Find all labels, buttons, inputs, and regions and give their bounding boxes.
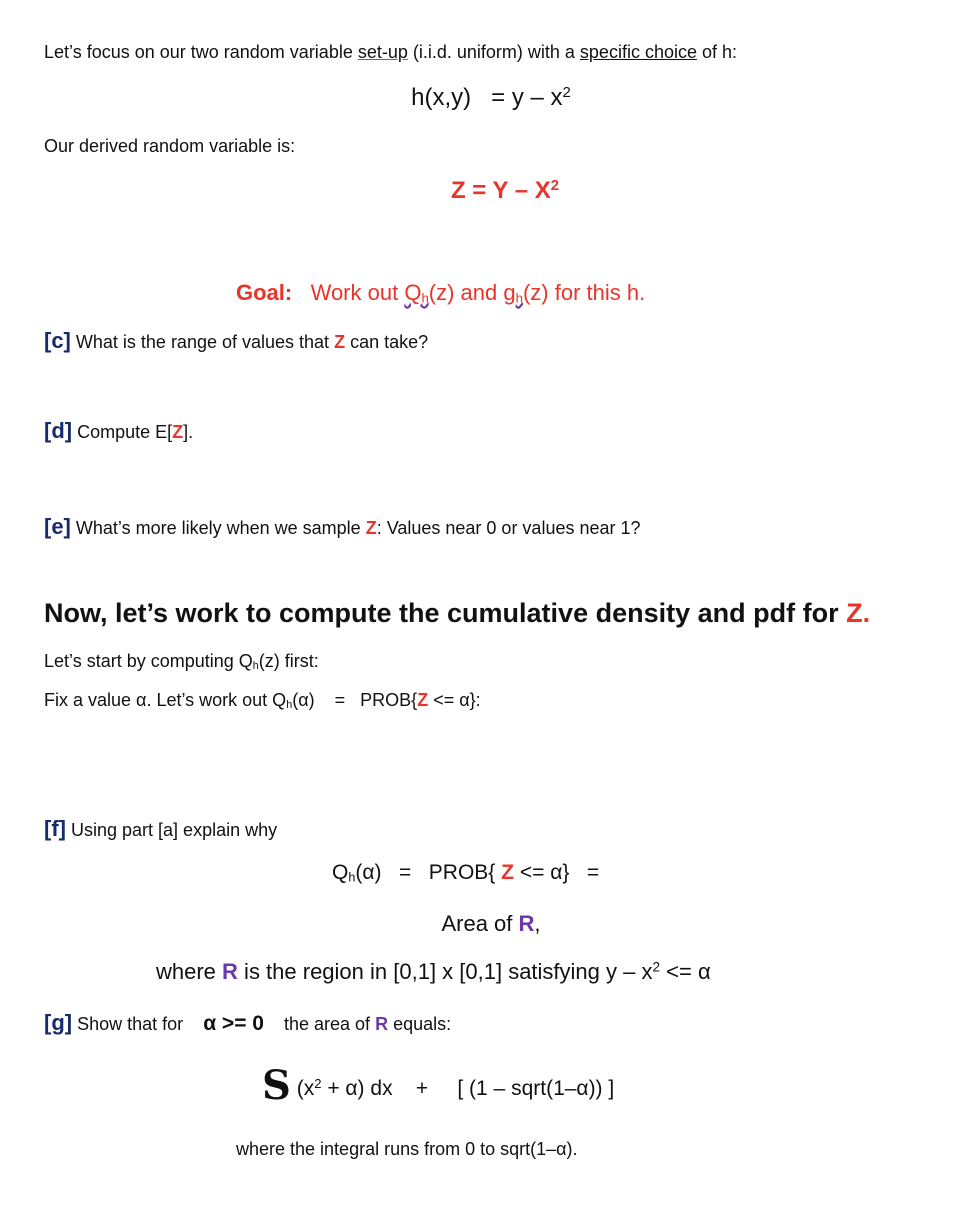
z-definition — [0, 177, 962, 205]
part-f-label: [f] — [44, 816, 66, 841]
start-post: (z) first: — [258, 651, 319, 671]
part-d-text: Compute E[ — [77, 422, 173, 442]
part-g-text: Show that for — [77, 1014, 184, 1034]
part-g — [44, 1010, 451, 1036]
part-e-post: : Values near 0 or values near 1? — [376, 518, 641, 538]
integral-sign: S — [262, 1062, 291, 1109]
fix-eq: = — [334, 690, 346, 710]
area-line — [0, 911, 962, 937]
integral-plus: + — [415, 1077, 429, 1100]
fix-text: Fix a value α. Let’s work out Q — [44, 690, 287, 710]
h-definition — [0, 84, 962, 112]
h-exponent: 2 — [562, 84, 571, 101]
goal-g — [503, 280, 523, 305]
q-prob: PROB{ — [428, 861, 502, 884]
heading-z: Z — [846, 598, 863, 628]
part-e-text: What’s more likely when we sample — [75, 518, 366, 538]
q-line — [332, 861, 599, 885]
part-f — [44, 816, 277, 842]
goal-q-sub: h — [421, 290, 429, 306]
section-heading — [44, 598, 870, 629]
part-c-text: What is the range of values that — [75, 332, 335, 352]
part-c-label: [c] — [44, 328, 71, 353]
setup-link: set-up — [357, 42, 408, 62]
goal-label: Goal: — [236, 280, 293, 305]
integral-b: + α) dx — [321, 1077, 393, 1100]
q-eq2: = — [586, 861, 600, 884]
goal-text-c: (z) for this h. — [522, 280, 646, 305]
q-z: Z — [501, 861, 514, 884]
part-e-label: [e] — [44, 514, 71, 539]
specific-choice-text: specific choice — [579, 42, 697, 62]
derived-text: Our derived random variable is: — [44, 136, 296, 156]
start-text: Let’s start by computing Q — [44, 651, 253, 671]
goal-line — [236, 280, 645, 306]
integral-line — [262, 1062, 614, 1109]
intro-line — [44, 42, 737, 63]
heading-text: Now, let’s work to compute the cumulative density and pdf for — [44, 598, 847, 628]
fix-post: <= α}: — [428, 690, 481, 710]
fix-alpha: (α) — [292, 690, 315, 710]
part-e — [44, 514, 641, 540]
goal-g-letter: g — [503, 280, 516, 305]
part-c-post: can take? — [345, 332, 429, 352]
intro-post-text: of h: — [696, 42, 738, 62]
integral-bracket: [ (1 – sqrt(1–α)) ] — [457, 1077, 615, 1100]
runs-line: where the integral runs from 0 to sqrt(1–α). — [236, 1139, 578, 1159]
fix-sub: h — [286, 699, 293, 712]
part-d-z: Z — [172, 422, 184, 442]
z-exponent: 2 — [550, 177, 560, 194]
q-post: <= α} — [514, 861, 570, 884]
part-g-label: [g] — [44, 1010, 73, 1035]
part-d-post: ]. — [183, 422, 194, 442]
intro-mid-text: (i.i.d. uniform) with a — [407, 42, 580, 62]
part-c-z: Z — [334, 332, 346, 352]
goal-q-letter: Q — [404, 280, 422, 305]
intro-text: Let’s focus on our two random variable — [44, 42, 358, 62]
where-text: where — [156, 959, 223, 984]
part-c — [44, 328, 428, 354]
h-rhs: = y – x — [491, 84, 563, 111]
goal-text-b: (z) and — [428, 280, 504, 305]
fix-prob: PROB{ — [360, 690, 418, 710]
where-post: <= α — [660, 959, 711, 984]
integral-a: (x — [296, 1077, 315, 1100]
heading-period: . — [862, 598, 871, 628]
part-g-text-b: the area of — [284, 1014, 376, 1034]
fix-z: Z — [417, 690, 429, 710]
goal-q — [404, 280, 428, 305]
goal-g-sub: h — [515, 290, 523, 306]
fix-line — [44, 690, 481, 711]
part-d — [44, 418, 193, 444]
integral-exp: 2 — [314, 1075, 322, 1091]
start-line — [44, 651, 319, 672]
start-sub: h — [252, 660, 259, 673]
part-e-z: Z — [365, 518, 377, 538]
area-text: Area of — [441, 911, 519, 936]
q-alpha: (α) — [355, 861, 382, 884]
area-r: R — [518, 911, 535, 936]
where-line — [156, 959, 711, 985]
h-lhs: h(x,y) — [411, 84, 472, 111]
part-f-text: Using part [a] explain why — [71, 820, 278, 840]
goal-text-a: Work out — [310, 280, 405, 305]
q-letter: Q — [332, 861, 349, 884]
z-formula: Z = Y – X — [450, 177, 551, 204]
where-r: R — [222, 959, 238, 984]
q-eq1: = — [399, 861, 412, 884]
where-exp: 2 — [652, 959, 661, 975]
part-g-r: R — [375, 1014, 389, 1034]
part-d-label: [d] — [44, 418, 73, 443]
part-g-post: equals: — [388, 1014, 452, 1034]
where-mid: is the region in [0,1] x [0,1] satisfying y – x — [237, 959, 653, 984]
part-g-condition: α >= 0 — [203, 1012, 264, 1035]
q-sub: h — [348, 870, 356, 885]
area-post: , — [534, 911, 541, 936]
